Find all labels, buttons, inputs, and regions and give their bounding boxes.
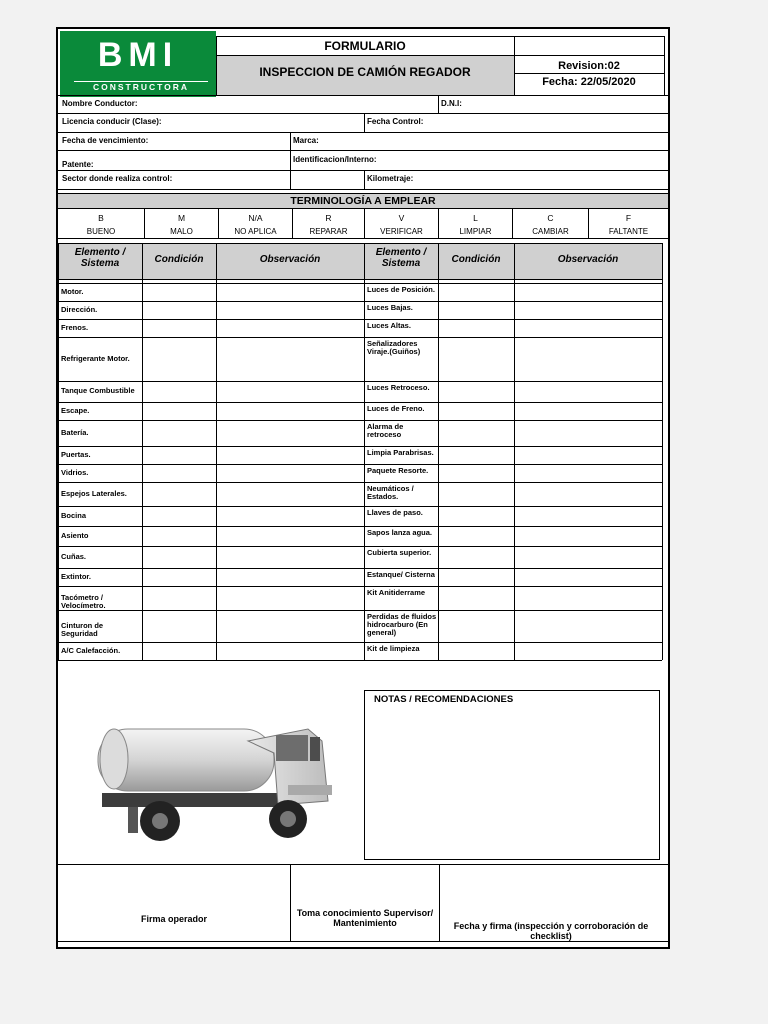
checklist-input-cell[interactable] [142, 610, 216, 642]
checklist-input-cell[interactable] [142, 526, 216, 546]
checklist-input-cell[interactable] [514, 546, 662, 568]
terminology-code: M [177, 213, 186, 223]
checklist-item-right: Cubierta superior. [367, 548, 432, 557]
terminology-item [364, 209, 438, 239]
checklist-item-right: Luces Bajas. [367, 303, 413, 312]
vencimiento-field[interactable]: Fecha de vencimiento: [62, 136, 149, 145]
terminology-label: LIMPIAR [459, 227, 492, 236]
conductor-field[interactable]: Nombre Conductor: [62, 99, 138, 108]
checklist-item-right: Sapos lanza agua. [367, 528, 433, 537]
terminology-legend [58, 209, 668, 239]
checklist-input-cell[interactable] [142, 546, 216, 568]
checklist-item-left: Frenos. [61, 322, 89, 332]
terminology-code: V [398, 213, 405, 223]
checklist-input-cell[interactable] [438, 283, 514, 301]
checklist-input-cell[interactable] [514, 319, 662, 337]
checklist-input-cell[interactable] [514, 283, 662, 301]
revision-label: Revision:02 [558, 60, 620, 72]
checklist-input-cell[interactable] [438, 402, 514, 420]
licencia-field[interactable]: Licencia conducir (Clase): [62, 117, 162, 126]
column-header: Observación [557, 254, 619, 265]
checklist-input-cell[interactable] [438, 464, 514, 482]
water-truck-illustration [88, 701, 340, 849]
checklist-input-cell[interactable] [438, 506, 514, 526]
logo-main-text: BMI [97, 36, 179, 74]
terminology-code: B [98, 213, 104, 223]
checklist-input-cell[interactable] [142, 642, 216, 660]
checklist-input-cell[interactable] [438, 568, 514, 586]
date-label: Fecha: 22/05/2020 [542, 76, 636, 88]
checklist-input-cell[interactable] [216, 420, 364, 446]
checklist-input-cell[interactable] [142, 464, 216, 482]
checklist-item-right: Luces Retroceso. [367, 383, 430, 392]
column-header: Elemento / Sistema [74, 247, 126, 269]
checklist-input-cell[interactable] [514, 610, 662, 642]
checklist-item-left: Refrigerante Motor. [61, 353, 130, 363]
checklist-input-cell[interactable] [514, 420, 662, 446]
checklist-item-left: Escape. [61, 405, 90, 415]
checklist-item-right: Perdidas de fluidos hidrocarburo (En general) [367, 612, 437, 637]
checklist-input-cell[interactable] [216, 381, 364, 402]
checklist-signature[interactable]: Fecha y firma (inspección y corroboración de checklist) [453, 921, 649, 941]
terminology-item [58, 209, 144, 239]
checklist-input-cell[interactable] [142, 586, 216, 610]
patente-field[interactable]: Patente: [62, 160, 94, 169]
terminology-title: TERMINOLOGÍA A EMPLEAR [290, 195, 436, 207]
checklist-input-cell[interactable] [514, 642, 662, 660]
checklist-input-cell[interactable] [438, 301, 514, 319]
checklist-input-cell[interactable] [216, 319, 364, 337]
checklist-input-cell[interactable] [514, 506, 662, 526]
terminology-item [144, 209, 218, 239]
checklist-input-cell[interactable] [216, 506, 364, 526]
checklist-item-right: Kit de limpieza [367, 644, 420, 653]
checklist-input-cell[interactable] [142, 301, 216, 319]
checklist-input-cell[interactable] [216, 337, 364, 381]
dni-field[interactable]: D.N.I: [441, 99, 462, 108]
checklist-item-left: Asiento [61, 530, 89, 540]
checklist-input-cell[interactable] [438, 586, 514, 610]
checklist-item-right: Paquete Resorte. [367, 466, 429, 475]
checklist-item-right: Neumáticos / Estados. [367, 484, 414, 501]
checklist-input-cell[interactable] [438, 610, 514, 642]
checklist-item-left: Tacómetro / Velocímetro. [61, 592, 106, 610]
checklist-input-cell[interactable] [514, 402, 662, 420]
checklist-input-cell[interactable] [438, 526, 514, 546]
checklist-item-right: Estanque/ Cisterna [367, 570, 435, 579]
kilometraje-field[interactable]: Kilometraje: [367, 174, 414, 183]
terminology-item [218, 209, 292, 239]
checklist-item-right: Luces de Posición. [367, 285, 435, 294]
checklist-input-cell[interactable] [438, 546, 514, 568]
checklist-input-cell[interactable] [142, 319, 216, 337]
terminology-label: REPARAR [309, 227, 348, 236]
terminology-code: R [325, 213, 332, 223]
checklist-input-cell[interactable] [438, 446, 514, 464]
checklist-item-left: Cinturon de Seguridad [61, 620, 104, 638]
column-header: Condición [154, 254, 204, 265]
company-logo [60, 31, 216, 97]
fecha-control-field[interactable]: Fecha Control: [367, 117, 424, 126]
checklist-input-cell[interactable] [142, 337, 216, 381]
checklist-input-cell[interactable] [216, 464, 364, 482]
terminology-item [292, 209, 364, 239]
terminology-label: NO APLICA [234, 227, 277, 236]
column-header: Elemento / Sistema [375, 247, 427, 269]
checklist-item-left: Dirección. [61, 304, 98, 314]
checklist-item-right: Llaves de paso. [367, 508, 423, 517]
inspection-form [56, 27, 670, 949]
checklist-item-left: Puertas. [61, 449, 91, 459]
checklist-item-right: Alarma de retroceso [367, 422, 404, 439]
marca-field[interactable]: Marca: [293, 136, 319, 145]
terminology-item [512, 209, 588, 239]
checklist-input-cell[interactable] [514, 586, 662, 610]
terminology-item [438, 209, 512, 239]
checklist-input-cell[interactable] [514, 482, 662, 506]
checklist-item-right: Luces de Freno. [367, 404, 425, 413]
checklist-input-cell[interactable] [514, 446, 662, 464]
checklist-input-cell[interactable] [438, 381, 514, 402]
checklist-input-cell[interactable] [514, 526, 662, 546]
operator-signature[interactable]: Firma operador [140, 914, 207, 924]
checklist-input-cell[interactable] [438, 420, 514, 446]
checklist-input-cell[interactable] [514, 568, 662, 586]
form-title: INSPECCION DE CAMIÓN REGADOR [259, 65, 471, 79]
checklist-input-cell[interactable] [216, 568, 364, 586]
terminology-item [588, 209, 668, 239]
checklist-input-cell[interactable] [514, 464, 662, 482]
terminology-label: MALO [170, 227, 193, 236]
checklist-item-left: Cuñas. [61, 551, 87, 561]
checklist-input-cell[interactable] [142, 283, 216, 301]
supervisor-signature[interactable]: Toma conocimiento Supervisor/ Mantenimiento [296, 908, 434, 928]
checklist-item-left: Bocina [61, 510, 87, 520]
checklist-item-right: Luces Altas. [367, 321, 411, 330]
terminology-label: CAMBIAR [532, 227, 569, 236]
checklist-input-cell[interactable] [216, 610, 364, 642]
checklist-input-cell[interactable] [514, 381, 662, 402]
checklist-item-left: Motor. [61, 286, 84, 296]
column-header: Condición [451, 254, 501, 265]
checklist-item-left: Espejos Laterales. [61, 488, 127, 498]
sector-field[interactable]: Sector donde realiza control: [62, 174, 173, 183]
terminology-code: N/A [248, 213, 263, 223]
terminology-label: VERIFICAR [380, 227, 423, 236]
checklist-input-cell[interactable] [216, 402, 364, 420]
checklist-input-cell[interactable] [216, 482, 364, 506]
checklist-input-cell[interactable] [216, 546, 364, 568]
checklist-item-right: Señalizadores Viraje.(Guiños) [367, 339, 421, 356]
checklist-item-right: Limpia Parabrisas. [367, 448, 434, 457]
terminology-label: BUENO [86, 227, 116, 236]
checklist-input-cell[interactable] [216, 586, 364, 610]
checklist-input-cell[interactable] [216, 642, 364, 660]
column-header: Observación [259, 254, 321, 265]
checklist-item-left: Tanque Combustible [61, 386, 135, 395]
checklist-item-left: Extintor. [61, 571, 92, 581]
terminology-code: F [625, 213, 632, 223]
checklist-input-cell[interactable] [142, 402, 216, 420]
terminology-label: FALTANTE [608, 227, 649, 236]
notes-title: NOTAS / RECOMENDACIONES [374, 694, 514, 705]
checklist-input-cell[interactable] [142, 506, 216, 526]
checklist-input-cell[interactable] [514, 301, 662, 319]
checklist-item-right: Kit Anitiderrame [367, 588, 426, 597]
checklist-input-cell[interactable] [142, 381, 216, 402]
logo-sub-text: CONSTRUCTORA [74, 81, 208, 92]
checklist-input-cell[interactable] [142, 420, 216, 446]
checklist-item-left: Vidrios. [61, 467, 89, 477]
checklist-input-cell[interactable] [438, 642, 514, 660]
checklist-input-cell[interactable] [216, 446, 364, 464]
checklist-input-cell[interactable] [514, 337, 662, 381]
checklist-input-cell[interactable] [438, 319, 514, 337]
checklist-input-cell[interactable] [438, 482, 514, 506]
checklist-item-left: Batería. [61, 427, 89, 437]
checklist-input-cell[interactable] [438, 337, 514, 381]
inspection-checklist-table [58, 243, 668, 687]
identificacion-field[interactable]: Identificacion/Interno: [293, 155, 377, 164]
terminology-code: L [473, 213, 478, 223]
notes-box[interactable] [364, 690, 660, 860]
checklist-input-cell[interactable] [216, 526, 364, 546]
checklist-input-cell[interactable] [216, 283, 364, 301]
checklist-input-cell[interactable] [216, 301, 364, 319]
terminology-code: C [547, 213, 554, 223]
checklist-input-cell[interactable] [142, 568, 216, 586]
checklist-input-cell[interactable] [142, 482, 216, 506]
checklist-item-left: A/C Calefacción. [61, 645, 121, 655]
checklist-input-cell[interactable] [142, 446, 216, 464]
form-label: FORMULARIO [324, 39, 406, 53]
